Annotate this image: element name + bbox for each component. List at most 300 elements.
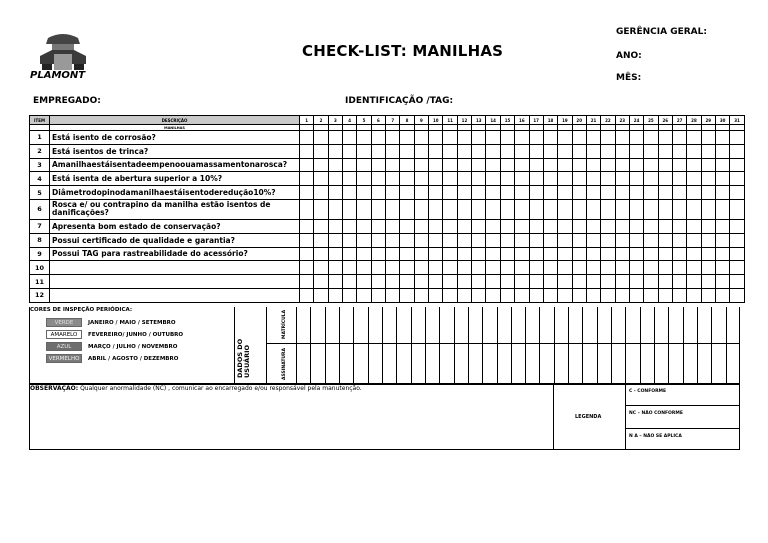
check-cell[interactable] <box>629 288 643 302</box>
check-cell[interactable] <box>515 261 529 275</box>
check-cell[interactable] <box>543 131 557 145</box>
check-cell[interactable] <box>615 186 629 200</box>
check-cell[interactable] <box>529 261 543 275</box>
check-cell[interactable] <box>472 261 486 275</box>
check-cell[interactable] <box>529 288 543 302</box>
check-cell[interactable] <box>730 131 744 145</box>
check-cell[interactable] <box>572 172 586 186</box>
check-cell[interactable] <box>687 288 701 302</box>
check-cell[interactable] <box>443 172 457 186</box>
check-cell[interactable] <box>357 158 371 172</box>
check-cell[interactable] <box>629 199 643 219</box>
check-cell[interactable] <box>400 288 414 302</box>
check-cell[interactable] <box>371 219 385 233</box>
check-cell[interactable] <box>572 288 586 302</box>
check-cell[interactable] <box>328 261 342 275</box>
check-cell[interactable] <box>414 261 428 275</box>
check-cell[interactable] <box>586 288 600 302</box>
check-cell[interactable] <box>601 219 615 233</box>
check-cell[interactable] <box>371 158 385 172</box>
check-cell[interactable] <box>472 247 486 261</box>
check-cell[interactable] <box>328 199 342 219</box>
check-cell[interactable] <box>500 144 514 158</box>
check-cell[interactable] <box>558 186 572 200</box>
check-cell[interactable] <box>343 199 357 219</box>
check-cell[interactable] <box>314 199 328 219</box>
check-cell[interactable] <box>558 199 572 219</box>
check-cell[interactable] <box>414 275 428 289</box>
check-cell[interactable] <box>601 261 615 275</box>
check-cell[interactable] <box>715 288 729 302</box>
check-cell[interactable] <box>457 172 471 186</box>
check-cell[interactable] <box>572 247 586 261</box>
check-cell[interactable] <box>500 233 514 247</box>
check-cell[interactable] <box>443 219 457 233</box>
check-cell[interactable] <box>386 233 400 247</box>
check-cell[interactable] <box>572 199 586 219</box>
check-cell[interactable] <box>414 247 428 261</box>
check-cell[interactable] <box>601 288 615 302</box>
check-cell[interactable] <box>343 144 357 158</box>
check-cell[interactable] <box>672 247 686 261</box>
check-cell[interactable] <box>300 275 314 289</box>
check-cell[interactable] <box>730 261 744 275</box>
check-cell[interactable] <box>429 288 443 302</box>
check-cell[interactable] <box>558 275 572 289</box>
check-cell[interactable] <box>500 131 514 145</box>
check-cell[interactable] <box>558 158 572 172</box>
check-cell[interactable] <box>314 247 328 261</box>
check-cell[interactable] <box>658 261 672 275</box>
check-cell[interactable] <box>730 275 744 289</box>
check-cell[interactable] <box>429 275 443 289</box>
check-cell[interactable] <box>357 144 371 158</box>
check-cell[interactable] <box>443 186 457 200</box>
check-cell[interactable] <box>414 131 428 145</box>
check-cell[interactable] <box>629 131 643 145</box>
check-cell[interactable] <box>658 219 672 233</box>
check-cell[interactable] <box>343 288 357 302</box>
check-cell[interactable] <box>701 199 715 219</box>
check-cell[interactable] <box>486 144 500 158</box>
check-cell[interactable] <box>386 247 400 261</box>
check-cell[interactable] <box>300 288 314 302</box>
check-cell[interactable] <box>558 144 572 158</box>
check-cell[interactable] <box>701 288 715 302</box>
check-cell[interactable] <box>601 186 615 200</box>
check-cell[interactable] <box>730 247 744 261</box>
check-cell[interactable] <box>644 144 658 158</box>
check-cell[interactable] <box>414 172 428 186</box>
check-cell[interactable] <box>701 247 715 261</box>
check-cell[interactable] <box>314 131 328 145</box>
check-cell[interactable] <box>486 186 500 200</box>
check-cell[interactable] <box>586 261 600 275</box>
check-cell[interactable] <box>715 144 729 158</box>
check-cell[interactable] <box>701 186 715 200</box>
check-cell[interactable] <box>615 219 629 233</box>
check-cell[interactable] <box>644 247 658 261</box>
check-cell[interactable] <box>457 247 471 261</box>
check-cell[interactable] <box>730 288 744 302</box>
check-cell[interactable] <box>601 275 615 289</box>
check-cell[interactable] <box>371 261 385 275</box>
check-cell[interactable] <box>486 172 500 186</box>
check-cell[interactable] <box>457 275 471 289</box>
check-cell[interactable] <box>644 199 658 219</box>
check-cell[interactable] <box>443 247 457 261</box>
check-cell[interactable] <box>644 219 658 233</box>
check-cell[interactable] <box>400 219 414 233</box>
check-cell[interactable] <box>672 199 686 219</box>
check-cell[interactable] <box>529 247 543 261</box>
check-cell[interactable] <box>357 275 371 289</box>
check-cell[interactable] <box>371 275 385 289</box>
check-cell[interactable] <box>543 144 557 158</box>
check-cell[interactable] <box>701 144 715 158</box>
check-cell[interactable] <box>457 186 471 200</box>
check-cell[interactable] <box>658 199 672 219</box>
check-cell[interactable] <box>543 288 557 302</box>
check-cell[interactable] <box>443 199 457 219</box>
check-cell[interactable] <box>586 144 600 158</box>
check-cell[interactable] <box>500 288 514 302</box>
check-cell[interactable] <box>615 131 629 145</box>
check-cell[interactable] <box>572 233 586 247</box>
check-cell[interactable] <box>672 144 686 158</box>
check-cell[interactable] <box>543 233 557 247</box>
check-cell[interactable] <box>701 233 715 247</box>
check-cell[interactable] <box>314 275 328 289</box>
check-cell[interactable] <box>357 288 371 302</box>
check-cell[interactable] <box>658 158 672 172</box>
check-cell[interactable] <box>558 219 572 233</box>
check-cell[interactable] <box>386 158 400 172</box>
check-cell[interactable] <box>500 158 514 172</box>
check-cell[interactable] <box>629 158 643 172</box>
check-cell[interactable] <box>414 186 428 200</box>
check-cell[interactable] <box>300 199 314 219</box>
check-cell[interactable] <box>644 233 658 247</box>
check-cell[interactable] <box>529 172 543 186</box>
check-cell[interactable] <box>543 158 557 172</box>
check-cell[interactable] <box>730 219 744 233</box>
check-cell[interactable] <box>357 219 371 233</box>
check-cell[interactable] <box>586 131 600 145</box>
check-cell[interactable] <box>429 219 443 233</box>
check-cell[interactable] <box>730 144 744 158</box>
check-cell[interactable] <box>357 172 371 186</box>
check-cell[interactable] <box>328 144 342 158</box>
check-cell[interactable] <box>457 233 471 247</box>
check-cell[interactable] <box>457 199 471 219</box>
check-cell[interactable] <box>314 233 328 247</box>
check-cell[interactable] <box>529 233 543 247</box>
check-cell[interactable] <box>730 186 744 200</box>
check-cell[interactable] <box>357 199 371 219</box>
check-cell[interactable] <box>328 233 342 247</box>
check-cell[interactable] <box>472 144 486 158</box>
check-cell[interactable] <box>443 144 457 158</box>
check-cell[interactable] <box>715 219 729 233</box>
check-cell[interactable] <box>414 233 428 247</box>
check-cell[interactable] <box>629 261 643 275</box>
check-cell[interactable] <box>629 275 643 289</box>
check-cell[interactable] <box>472 172 486 186</box>
check-cell[interactable] <box>529 158 543 172</box>
check-cell[interactable] <box>500 275 514 289</box>
check-cell[interactable] <box>687 144 701 158</box>
check-cell[interactable] <box>314 172 328 186</box>
check-cell[interactable] <box>615 199 629 219</box>
check-cell[interactable] <box>586 186 600 200</box>
check-cell[interactable] <box>386 172 400 186</box>
check-cell[interactable] <box>443 158 457 172</box>
check-cell[interactable] <box>658 186 672 200</box>
check-cell[interactable] <box>486 247 500 261</box>
check-cell[interactable] <box>701 275 715 289</box>
check-cell[interactable] <box>672 233 686 247</box>
check-cell[interactable] <box>457 219 471 233</box>
check-cell[interactable] <box>615 261 629 275</box>
check-cell[interactable] <box>443 233 457 247</box>
check-cell[interactable] <box>371 186 385 200</box>
check-cell[interactable] <box>658 233 672 247</box>
check-cell[interactable] <box>343 131 357 145</box>
check-cell[interactable] <box>343 233 357 247</box>
check-cell[interactable] <box>386 261 400 275</box>
check-cell[interactable] <box>644 275 658 289</box>
check-cell[interactable] <box>701 219 715 233</box>
check-cell[interactable] <box>400 275 414 289</box>
check-cell[interactable] <box>328 186 342 200</box>
check-cell[interactable] <box>343 158 357 172</box>
check-cell[interactable] <box>529 144 543 158</box>
check-cell[interactable] <box>429 158 443 172</box>
check-cell[interactable] <box>472 186 486 200</box>
check-cell[interactable] <box>715 275 729 289</box>
check-cell[interactable] <box>730 199 744 219</box>
check-cell[interactable] <box>672 219 686 233</box>
check-cell[interactable] <box>558 233 572 247</box>
check-cell[interactable] <box>472 131 486 145</box>
check-cell[interactable] <box>386 186 400 200</box>
check-cell[interactable] <box>429 261 443 275</box>
check-cell[interactable] <box>400 144 414 158</box>
check-cell[interactable] <box>300 186 314 200</box>
check-cell[interactable] <box>314 158 328 172</box>
check-cell[interactable] <box>658 247 672 261</box>
check-cell[interactable] <box>644 186 658 200</box>
check-cell[interactable] <box>601 144 615 158</box>
check-cell[interactable] <box>300 131 314 145</box>
check-cell[interactable] <box>644 158 658 172</box>
check-cell[interactable] <box>672 261 686 275</box>
check-cell[interactable] <box>314 261 328 275</box>
check-cell[interactable] <box>601 233 615 247</box>
check-cell[interactable] <box>500 247 514 261</box>
check-cell[interactable] <box>543 247 557 261</box>
check-cell[interactable] <box>343 275 357 289</box>
check-cell[interactable] <box>371 144 385 158</box>
check-cell[interactable] <box>586 219 600 233</box>
check-cell[interactable] <box>586 233 600 247</box>
check-cell[interactable] <box>515 186 529 200</box>
check-cell[interactable] <box>658 172 672 186</box>
check-cell[interactable] <box>543 172 557 186</box>
check-cell[interactable] <box>572 144 586 158</box>
check-cell[interactable] <box>715 158 729 172</box>
check-cell[interactable] <box>429 233 443 247</box>
check-cell[interactable] <box>400 233 414 247</box>
check-cell[interactable] <box>629 186 643 200</box>
check-cell[interactable] <box>586 158 600 172</box>
check-cell[interactable] <box>343 186 357 200</box>
check-cell[interactable] <box>457 158 471 172</box>
check-cell[interactable] <box>400 131 414 145</box>
check-cell[interactable] <box>414 288 428 302</box>
check-cell[interactable] <box>687 158 701 172</box>
check-cell[interactable] <box>615 275 629 289</box>
check-cell[interactable] <box>300 144 314 158</box>
check-cell[interactable] <box>515 199 529 219</box>
check-cell[interactable] <box>429 247 443 261</box>
check-cell[interactable] <box>515 275 529 289</box>
check-cell[interactable] <box>572 186 586 200</box>
check-cell[interactable] <box>472 288 486 302</box>
check-cell[interactable] <box>515 288 529 302</box>
check-cell[interactable] <box>486 158 500 172</box>
check-cell[interactable] <box>486 233 500 247</box>
check-cell[interactable] <box>672 158 686 172</box>
check-cell[interactable] <box>429 144 443 158</box>
check-cell[interactable] <box>328 158 342 172</box>
check-cell[interactable] <box>558 131 572 145</box>
check-cell[interactable] <box>400 261 414 275</box>
check-cell[interactable] <box>314 186 328 200</box>
check-cell[interactable] <box>386 199 400 219</box>
check-cell[interactable] <box>658 144 672 158</box>
check-cell[interactable] <box>414 144 428 158</box>
check-cell[interactable] <box>672 172 686 186</box>
check-cell[interactable] <box>314 219 328 233</box>
check-cell[interactable] <box>328 288 342 302</box>
check-cell[interactable] <box>601 131 615 145</box>
check-cell[interactable] <box>386 275 400 289</box>
check-cell[interactable] <box>572 261 586 275</box>
check-cell[interactable] <box>314 144 328 158</box>
check-cell[interactable] <box>701 172 715 186</box>
check-cell[interactable] <box>515 131 529 145</box>
check-cell[interactable] <box>515 233 529 247</box>
check-cell[interactable] <box>472 158 486 172</box>
check-cell[interactable] <box>658 275 672 289</box>
check-cell[interactable] <box>486 288 500 302</box>
check-cell[interactable] <box>386 131 400 145</box>
check-cell[interactable] <box>629 247 643 261</box>
check-cell[interactable] <box>357 186 371 200</box>
check-cell[interactable] <box>328 275 342 289</box>
check-cell[interactable] <box>572 131 586 145</box>
check-cell[interactable] <box>472 233 486 247</box>
check-cell[interactable] <box>629 172 643 186</box>
check-cell[interactable] <box>429 199 443 219</box>
check-cell[interactable] <box>314 288 328 302</box>
check-cell[interactable] <box>486 275 500 289</box>
check-cell[interactable] <box>443 275 457 289</box>
check-cell[interactable] <box>472 275 486 289</box>
check-cell[interactable] <box>486 219 500 233</box>
check-cell[interactable] <box>300 172 314 186</box>
check-cell[interactable] <box>615 158 629 172</box>
check-cell[interactable] <box>672 186 686 200</box>
check-cell[interactable] <box>715 261 729 275</box>
check-cell[interactable] <box>572 158 586 172</box>
check-cell[interactable] <box>429 172 443 186</box>
check-cell[interactable] <box>414 199 428 219</box>
check-cell[interactable] <box>601 199 615 219</box>
check-cell[interactable] <box>687 199 701 219</box>
check-cell[interactable] <box>400 186 414 200</box>
check-cell[interactable] <box>730 172 744 186</box>
check-cell[interactable] <box>472 199 486 219</box>
check-cell[interactable] <box>601 158 615 172</box>
check-cell[interactable] <box>457 261 471 275</box>
check-cell[interactable] <box>300 233 314 247</box>
check-cell[interactable] <box>672 275 686 289</box>
check-cell[interactable] <box>687 233 701 247</box>
check-cell[interactable] <box>658 288 672 302</box>
check-cell[interactable] <box>328 247 342 261</box>
check-cell[interactable] <box>615 172 629 186</box>
check-cell[interactable] <box>586 199 600 219</box>
check-cell[interactable] <box>715 131 729 145</box>
check-cell[interactable] <box>572 219 586 233</box>
check-cell[interactable] <box>515 158 529 172</box>
check-cell[interactable] <box>644 261 658 275</box>
check-cell[interactable] <box>343 172 357 186</box>
check-cell[interactable] <box>543 261 557 275</box>
check-cell[interactable] <box>715 233 729 247</box>
check-cell[interactable] <box>414 158 428 172</box>
check-cell[interactable] <box>371 288 385 302</box>
check-cell[interactable] <box>543 186 557 200</box>
check-cell[interactable] <box>300 158 314 172</box>
check-cell[interactable] <box>629 144 643 158</box>
check-cell[interactable] <box>400 158 414 172</box>
check-cell[interactable] <box>543 199 557 219</box>
check-cell[interactable] <box>457 131 471 145</box>
check-cell[interactable] <box>601 247 615 261</box>
check-cell[interactable] <box>500 199 514 219</box>
check-cell[interactable] <box>515 144 529 158</box>
check-cell[interactable] <box>701 131 715 145</box>
check-cell[interactable] <box>687 261 701 275</box>
check-cell[interactable] <box>357 247 371 261</box>
check-cell[interactable] <box>529 275 543 289</box>
check-cell[interactable] <box>386 144 400 158</box>
check-cell[interactable] <box>586 172 600 186</box>
check-cell[interactable] <box>730 158 744 172</box>
check-cell[interactable] <box>615 288 629 302</box>
check-cell[interactable] <box>615 233 629 247</box>
check-cell[interactable] <box>644 131 658 145</box>
check-cell[interactable] <box>515 247 529 261</box>
check-cell[interactable] <box>672 288 686 302</box>
check-cell[interactable] <box>529 219 543 233</box>
check-cell[interactable] <box>558 261 572 275</box>
check-cell[interactable] <box>543 219 557 233</box>
